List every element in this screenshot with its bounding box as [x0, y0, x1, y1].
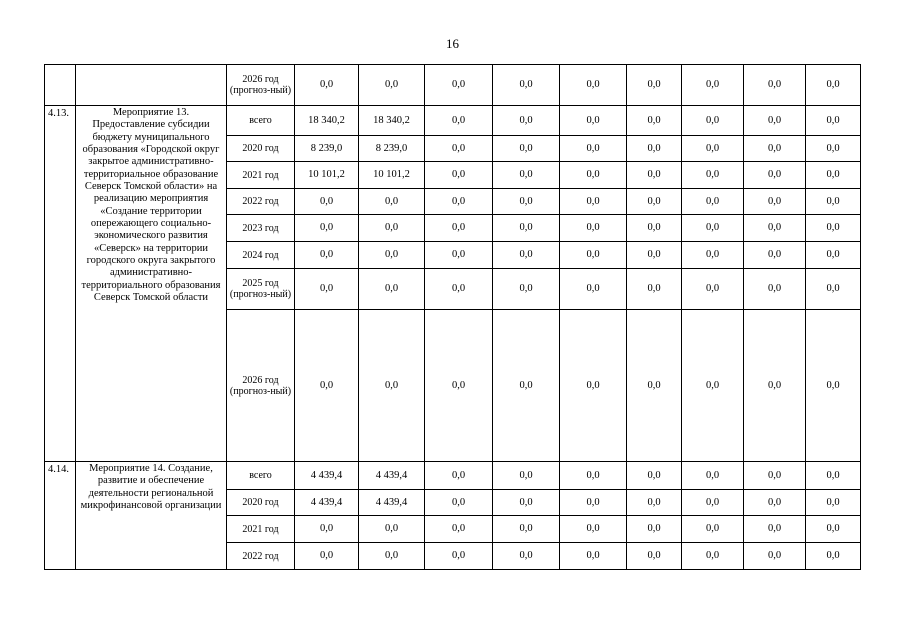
value-cell: 4 439,4	[359, 462, 425, 490]
value-cell: 0,0	[560, 215, 627, 242]
value-cell: 0,0	[560, 310, 627, 462]
value-cell: 0,0	[744, 65, 806, 106]
value-cell: 0,0	[560, 269, 627, 310]
value-cell: 0,0	[682, 189, 744, 215]
value-cell: 0,0	[425, 516, 493, 543]
value-cell: 0,0	[627, 490, 682, 516]
value-cell: 0,0	[560, 490, 627, 516]
value-cell: 0,0	[560, 189, 627, 215]
value-cell: 0,0	[295, 242, 359, 269]
value-cell: 0,0	[560, 65, 627, 106]
value-cell: 0,0	[493, 310, 560, 462]
value-cell: 0,0	[682, 516, 744, 543]
value-cell: 0,0	[295, 269, 359, 310]
value-cell: 0,0	[806, 543, 861, 570]
value-cell: 0,0	[682, 65, 744, 106]
value-cell: 0,0	[425, 462, 493, 490]
value-cell: 0,0	[744, 269, 806, 310]
year-cell: 2020 год	[227, 136, 295, 162]
table-row	[45, 462, 861, 490]
value-cell: 0,0	[295, 189, 359, 215]
value-cell: 0,0	[627, 516, 682, 543]
value-cell: 0,0	[425, 543, 493, 570]
value-cell: 0,0	[682, 543, 744, 570]
value-cell: 0,0	[560, 136, 627, 162]
value-cell: 0,0	[806, 462, 861, 490]
value-cell: 0,0	[560, 516, 627, 543]
table-row	[45, 106, 861, 136]
value-cell: 0,0	[744, 490, 806, 516]
value-cell: 0,0	[806, 490, 861, 516]
value-cell: 0,0	[806, 215, 861, 242]
value-cell: 0,0	[682, 215, 744, 242]
value-cell: 0,0	[744, 310, 806, 462]
value-cell: 0,0	[682, 136, 744, 162]
year-cell: всего	[227, 106, 295, 136]
value-cell: 0,0	[359, 269, 425, 310]
value-cell: 0,0	[493, 189, 560, 215]
value-cell: 8 239,0	[359, 136, 425, 162]
value-cell: 0,0	[493, 543, 560, 570]
value-cell: 10 101,2	[295, 162, 359, 189]
value-cell: 0,0	[806, 310, 861, 462]
value-cell: 0,0	[359, 65, 425, 106]
value-cell: 0,0	[627, 269, 682, 310]
value-cell: 0,0	[493, 269, 560, 310]
value-cell: 0,0	[682, 162, 744, 189]
year-cell: 2021 год	[227, 516, 295, 543]
value-cell: 0,0	[682, 269, 744, 310]
index-cell-empty	[45, 65, 76, 106]
value-cell: 0,0	[682, 490, 744, 516]
value-cell: 0,0	[560, 242, 627, 269]
value-cell: 0,0	[359, 189, 425, 215]
value-cell: 10 101,2	[359, 162, 425, 189]
value-cell: 0,0	[627, 543, 682, 570]
page-number: 16	[446, 36, 459, 51]
value-cell: 0,0	[493, 490, 560, 516]
value-cell: 0,0	[806, 162, 861, 189]
value-cell: 0,0	[425, 162, 493, 189]
value-cell: 0,0	[493, 106, 560, 136]
value-cell: 0,0	[493, 242, 560, 269]
year-cell: всего	[227, 462, 295, 490]
value-cell: 0,0	[806, 136, 861, 162]
value-cell: 0,0	[295, 543, 359, 570]
value-cell: 0,0	[359, 215, 425, 242]
value-cell: 0,0	[806, 189, 861, 215]
value-cell: 0,0	[744, 106, 806, 136]
year-cell: 2026 год (прогноз-ный)	[227, 65, 295, 106]
value-cell: 18 340,2	[295, 106, 359, 136]
year-cell: 2022 год	[227, 189, 295, 215]
value-cell: 18 340,2	[359, 106, 425, 136]
year-cell: 2020 год	[227, 490, 295, 516]
measure-index: 4.13.	[45, 106, 76, 462]
value-cell: 0,0	[627, 462, 682, 490]
value-cell: 0,0	[744, 136, 806, 162]
measure-index: 4.14.	[45, 462, 76, 570]
value-cell: 0,0	[806, 65, 861, 106]
year-cell: 2026 год (прогноз-ный)	[227, 310, 295, 462]
value-cell: 0,0	[560, 162, 627, 189]
value-cell: 0,0	[744, 162, 806, 189]
value-cell: 0,0	[493, 215, 560, 242]
value-cell: 0,0	[806, 269, 861, 310]
value-cell: 0,0	[806, 106, 861, 136]
value-cell: 0,0	[425, 215, 493, 242]
value-cell: 8 239,0	[295, 136, 359, 162]
value-cell: 4 439,4	[359, 490, 425, 516]
value-cell: 0,0	[627, 310, 682, 462]
value-cell: 0,0	[425, 136, 493, 162]
value-cell: 0,0	[682, 242, 744, 269]
value-cell: 0,0	[744, 215, 806, 242]
value-cell: 0,0	[744, 189, 806, 215]
measure-description: Мероприятие 13. Предоставление субсидии бюджету муниципального образования «Городской округ закрытое административно-территориальное образование Северск Томской области» на реализацию мероприятия «Создание территории опережающего социально-экономического развития «Северск» на территории городского округа закрытого административно-территориального образования Северск Томской области	[76, 106, 227, 462]
value-cell: 0,0	[359, 543, 425, 570]
table-body	[45, 65, 861, 570]
value-cell: 0,0	[295, 516, 359, 543]
value-cell: 0,0	[744, 242, 806, 269]
budget-table	[44, 64, 861, 570]
value-cell: 0,0	[806, 242, 861, 269]
value-cell: 0,0	[560, 543, 627, 570]
value-cell: 0,0	[493, 136, 560, 162]
value-cell: 0,0	[425, 189, 493, 215]
value-cell: 0,0	[295, 310, 359, 462]
value-cell: 0,0	[560, 462, 627, 490]
value-cell: 0,0	[627, 162, 682, 189]
value-cell: 0,0	[425, 106, 493, 136]
value-cell: 0,0	[744, 462, 806, 490]
value-cell: 0,0	[493, 162, 560, 189]
measure-description: Мероприятие 14. Создание, развитие и обеспечение деятельности региональной микрофинансовой организации	[76, 462, 227, 570]
value-cell: 4 439,4	[295, 490, 359, 516]
value-cell: 0,0	[682, 462, 744, 490]
value-cell: 0,0	[682, 106, 744, 136]
value-cell: 0,0	[682, 310, 744, 462]
value-cell: 0,0	[627, 106, 682, 136]
value-cell: 0,0	[425, 269, 493, 310]
value-cell: 0,0	[744, 516, 806, 543]
value-cell: 0,0	[359, 310, 425, 462]
year-cell: 2023 год	[227, 215, 295, 242]
value-cell: 0,0	[425, 310, 493, 462]
value-cell: 0,0	[806, 516, 861, 543]
value-cell: 0,0	[425, 490, 493, 516]
value-cell: 0,0	[493, 65, 560, 106]
value-cell: 0,0	[627, 215, 682, 242]
value-cell: 0,0	[560, 106, 627, 136]
value-cell: 0,0	[425, 65, 493, 106]
value-cell: 0,0	[359, 242, 425, 269]
table-row	[45, 65, 861, 106]
value-cell: 0,0	[359, 516, 425, 543]
year-cell: 2021 год	[227, 162, 295, 189]
year-cell: 2022 год	[227, 543, 295, 570]
year-cell: 2024 год	[227, 242, 295, 269]
description-cell-empty	[76, 65, 227, 106]
value-cell: 0,0	[627, 65, 682, 106]
value-cell: 0,0	[425, 242, 493, 269]
value-cell: 0,0	[744, 543, 806, 570]
value-cell: 0,0	[627, 242, 682, 269]
value-cell: 4 439,4	[295, 462, 359, 490]
value-cell: 0,0	[627, 136, 682, 162]
year-cell: 2025 год (прогноз-ный)	[227, 269, 295, 310]
value-cell: 0,0	[295, 215, 359, 242]
value-cell: 0,0	[493, 516, 560, 543]
value-cell: 0,0	[295, 65, 359, 106]
value-cell: 0,0	[627, 189, 682, 215]
value-cell: 0,0	[493, 462, 560, 490]
